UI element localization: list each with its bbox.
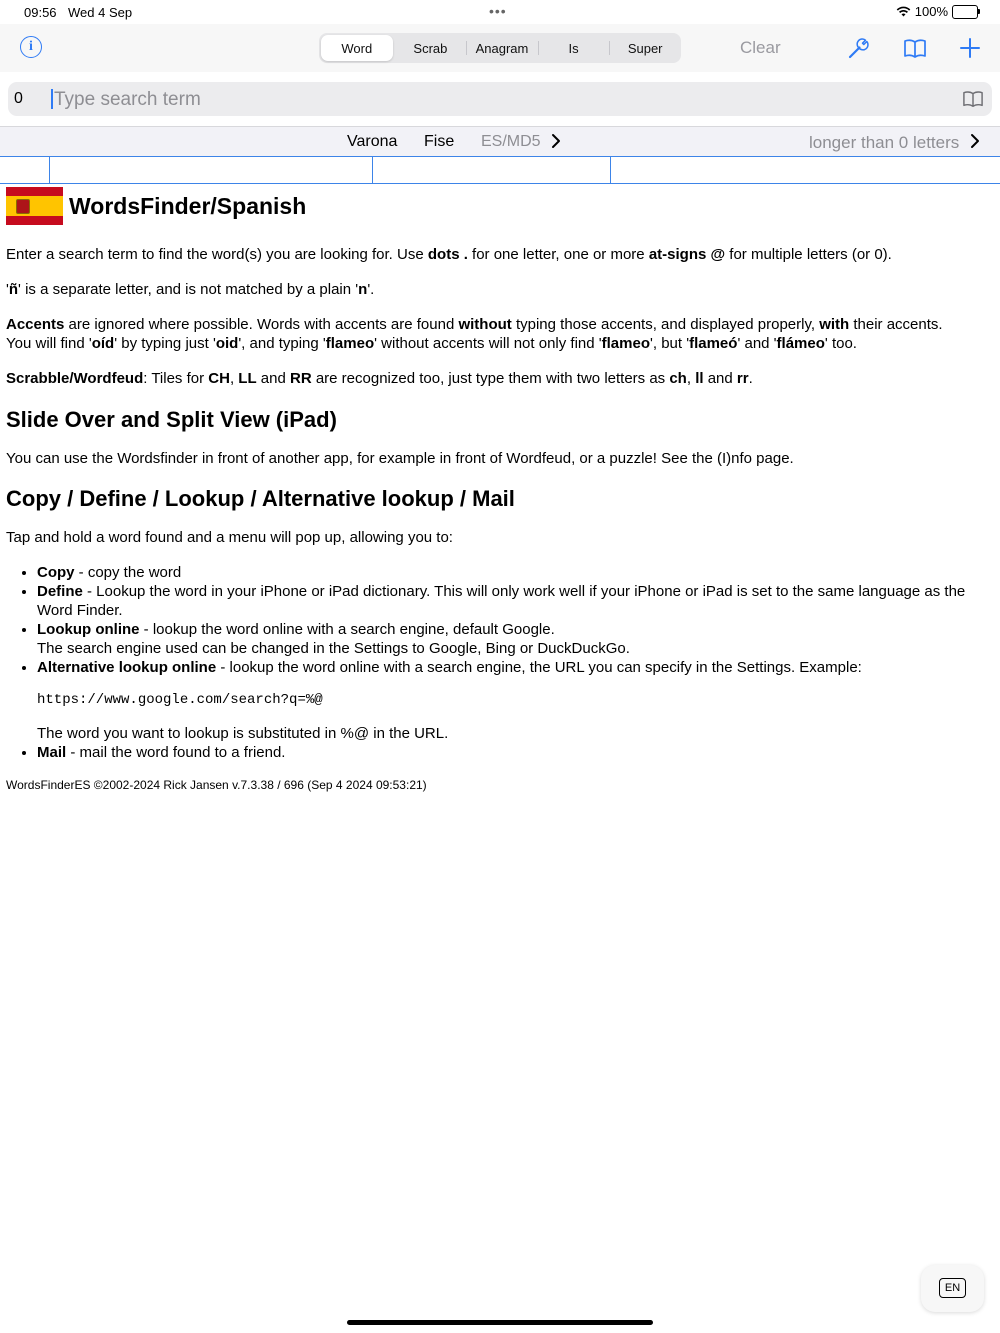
grid-divider xyxy=(49,157,50,183)
grid-divider xyxy=(372,157,373,183)
title-row xyxy=(6,186,991,226)
list-item: • Copy - copy the word xyxy=(37,563,991,582)
dictionary-fise[interactable]: Fise xyxy=(424,133,455,150)
multitasking-dots-icon[interactable]: ••• xyxy=(489,3,507,19)
results-grid xyxy=(0,156,1000,184)
enye-paragraph: 'ñ' is a separate letter, and is not matched by a plain 'n'. xyxy=(6,281,375,298)
keyboard-language-icon: EN xyxy=(939,1278,966,1298)
search-input[interactable] xyxy=(52,85,936,115)
chevron-right-icon[interactable] xyxy=(970,133,980,149)
list-item: • Alternative lookup online - lookup the word online with a search engine, the URL you can specify in the Settings. Example: https://www.google.com/search?q=%@ The word you want to lookup is substituted in %@ in the URL. xyxy=(37,658,991,743)
wifi-icon xyxy=(896,6,911,17)
tab-super[interactable]: Super xyxy=(609,33,681,63)
dictionary-es-md5[interactable]: ES/MD5 xyxy=(481,133,541,150)
spain-flag-icon xyxy=(6,187,63,225)
section-heading-copy-define: Copy / Define / Lookup / Alternative lookup / Mail xyxy=(6,486,515,511)
toolbar xyxy=(0,24,1000,72)
info-icon[interactable]: i xyxy=(20,36,42,58)
section-heading-slide-over: Slide Over and Split View (iPad) xyxy=(6,407,337,432)
status-right xyxy=(896,4,978,19)
intro-paragraph: Enter a search term to find the word(s) you are looking for. Use dots . for one letter, one or more at-signs @ for multiple letters (or 0). xyxy=(6,246,892,263)
chevron-right-icon[interactable] xyxy=(551,133,561,149)
dictionary-book-icon[interactable] xyxy=(962,89,984,109)
grid-divider xyxy=(610,157,611,183)
status-time: 09:56 xyxy=(24,5,57,20)
search-bar xyxy=(8,82,992,116)
keyboard-language-button[interactable] xyxy=(921,1265,984,1312)
page-title: WordsFinder/Spanish xyxy=(69,192,307,219)
battery-icon xyxy=(952,5,978,19)
menu-options-list xyxy=(6,563,991,762)
scrabble-paragraph: Scrabble/Wordfeud: Tiles for CH, LL and RR are recognized too, just type them with two letters as ch, ll and rr. xyxy=(6,370,753,387)
status-bar xyxy=(0,0,1000,24)
book-icon[interactable] xyxy=(903,36,927,60)
tab-scrab[interactable]: Scrab xyxy=(413,40,448,56)
result-count: 0 xyxy=(14,90,23,107)
list-item: • Define - Lookup the word in your iPhone or iPad dictionary. This will only work well if your iPhone or iPad is set to the same language as the Word Finder. xyxy=(37,582,991,620)
slide-over-paragraph: You can use the Wordsfinder in front of another app, for example in front of Wordfeud, or a puzzle! See the (I)nfo page. xyxy=(6,450,794,467)
mode-segmented-control xyxy=(319,33,681,63)
tab-is[interactable]: Is xyxy=(538,33,610,63)
battery-percent: 100% xyxy=(914,4,948,19)
help-content xyxy=(6,186,991,793)
accents-paragraph: Accents are ignored where possible. Words with accents are found without typing those accents, and displayed properly, with their accents. You will find 'oíd' by typing just 'oid', and typing 'flameo' without accents will not only find 'flameo', but 'flameó' and 'flámeo' too. xyxy=(6,316,943,352)
tab-anagram[interactable]: Anagram xyxy=(466,33,538,63)
list-item: • Lookup online - lookup the word online with a search engine, default Google. The search engine used can be changed in the Settings to Google, Bing or DuckDuckGo. xyxy=(37,620,991,658)
version-footer: WordsFinderES ©2002-2024 Rick Jansen v.7.3.38 / 696 (Sep 4 2024 09:53:21) xyxy=(6,778,427,792)
dictionary-varona[interactable]: Varona xyxy=(347,133,398,150)
example-url: https://www.google.com/search?q=%@ xyxy=(37,692,323,708)
options-bar xyxy=(0,126,1000,157)
wrench-icon[interactable] xyxy=(847,36,871,60)
status-date: Wed 4 Sep xyxy=(68,5,133,20)
home-indicator[interactable] xyxy=(347,1320,653,1325)
tab-word[interactable]: Word xyxy=(321,35,393,61)
clear-button[interactable]: Clear xyxy=(740,38,781,57)
list-item: • Mail - mail the word found to a friend. xyxy=(37,743,991,762)
length-filter[interactable]: longer than 0 letters xyxy=(809,133,960,152)
menu-intro-paragraph: Tap and hold a word found and a menu will pop up, allowing you to: xyxy=(6,529,453,546)
plus-icon[interactable] xyxy=(958,36,982,60)
